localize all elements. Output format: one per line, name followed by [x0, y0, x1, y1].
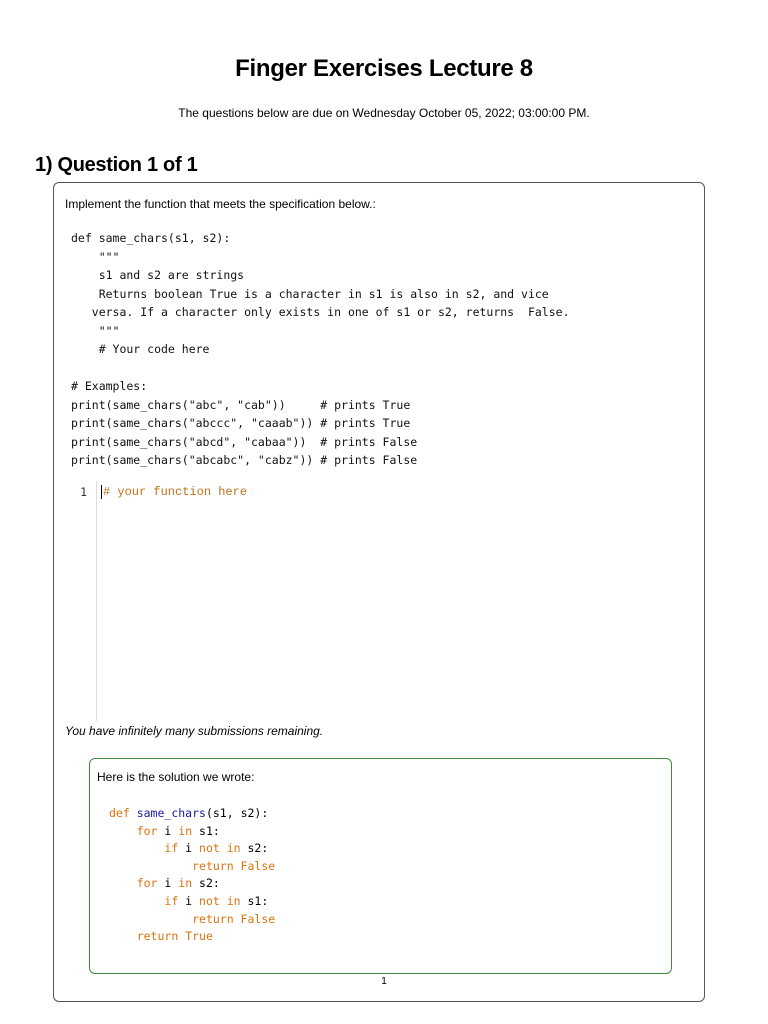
code-editor[interactable] — [65, 481, 685, 721]
page-title: Finger Exercises Lecture 8 — [235, 55, 533, 82]
code-token: (s1, s2): — [205, 806, 269, 820]
editor-code-line[interactable]: # your function here — [103, 485, 248, 499]
solution-box — [89, 758, 672, 974]
code-token: s1: — [240, 893, 269, 908]
solution-title: Here is the solution we wrote: — [97, 770, 255, 784]
editor-gutter — [65, 481, 97, 721]
solution-code-line — [109, 894, 268, 908]
question-heading: 1) Question 1 of 1 — [35, 154, 198, 176]
page-number: 1 — [381, 976, 387, 987]
code-token: same_chars — [136, 806, 206, 820]
code-token: if — [164, 841, 179, 856]
code-token: return False — [192, 858, 276, 873]
code-token: for — [136, 876, 158, 891]
solution-code-line — [109, 929, 213, 943]
code-token: s1: — [192, 823, 220, 838]
code-token: return True — [136, 929, 213, 944]
solution-code-line — [109, 841, 268, 855]
code-token: def — [109, 806, 137, 820]
code-token: s2: — [192, 876, 220, 891]
solution-code-line — [109, 859, 275, 873]
code-token: for — [136, 823, 158, 838]
solution-code-line — [109, 806, 268, 820]
code-token: not in — [199, 841, 241, 856]
question-prompt: Implement the function that meets the specification below.: — [65, 197, 376, 211]
line-number: 1 — [80, 485, 87, 499]
solution-code-line — [109, 876, 220, 890]
code-token: i — [157, 823, 179, 838]
code-token: s2: — [240, 841, 269, 856]
code-token: in — [178, 876, 193, 891]
question-box — [53, 182, 705, 1002]
code-token: i — [178, 841, 200, 856]
code-token: not in — [199, 893, 241, 908]
code-token: in — [178, 823, 193, 838]
code-token: i — [157, 876, 179, 891]
code-token: i — [178, 893, 200, 908]
solution-code — [109, 805, 275, 946]
due-date-notice: The questions below are due on Wednesday October 05, 2022; 03:00:00 PM. — [178, 106, 590, 120]
code-token: return False — [192, 911, 276, 926]
code-token: if — [164, 893, 179, 908]
specification-code: def same_chars(s1, s2): """ s1 and s2 are strings Returns boolean True is a character in s1 is also in s2, and vice versa. If a character only exists in one of s1 or s2, returns False. """ # Your code here # Examples: print(same_chars("abc", "cab")) # prints True print(same_chars("abccc", "caaab")) # prints True print(same_chars("abcd", "cabaa")) # prints False print(same_chars("abcabc", "cabz")) # prints False — [71, 231, 570, 467]
solution-code-line — [109, 824, 220, 838]
submissions-remaining: You have infinitely many submissions remaining. — [65, 724, 324, 738]
solution-code-line — [109, 912, 275, 926]
